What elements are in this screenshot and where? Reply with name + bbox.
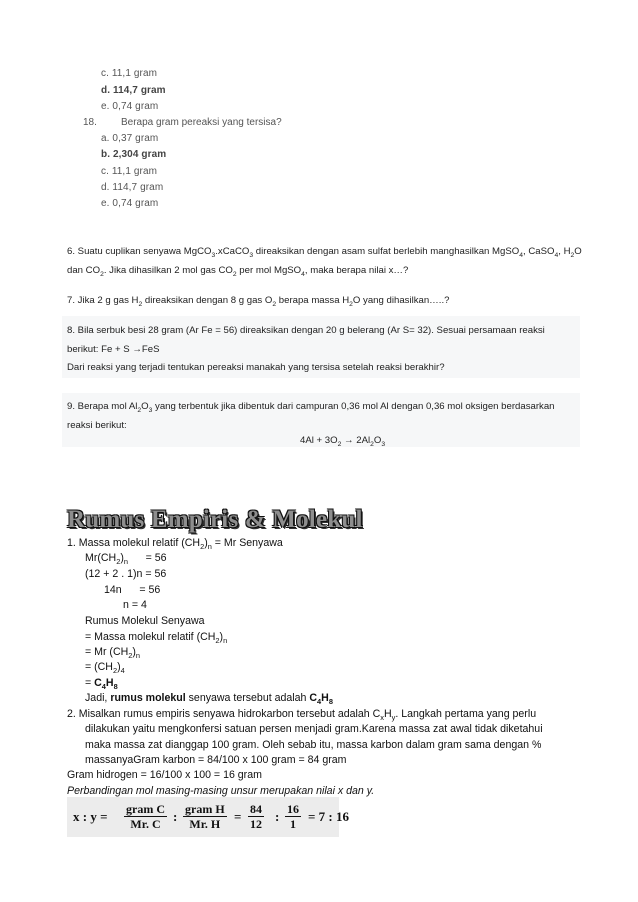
empiris-line-7: = Massa molekul relatif $(CH_2)_n$ — [85, 631, 228, 646]
problem-8-line-2: berikut: Fe + S →FeS — [67, 344, 160, 355]
empiris-s2-line-1: 2. Misalkan rumus empiris senyawa hidrokarbon tersebut adalah $C_xH_y$. Langkah pertama yang perlu — [67, 708, 537, 723]
formula-fraction-gram-c: gram C Mr. C — [126, 802, 165, 831]
empiris-s2-line-5: Gram hidrogen = 16/100 x 100 = 16 gram — [67, 769, 262, 781]
q18-option-e: e. 0,74 gram — [101, 198, 159, 209]
problem-6-line-2: dan $CO_2$. Jika dihasilkan 2 mol gas $CO_2$ per mol MgSO$_4$, maka berapa nilai x…? — [67, 265, 409, 278]
q18-option-d: d. 114,7 gram — [101, 182, 164, 193]
empiris-line-4: 14n = 56 — [104, 584, 161, 596]
q18-option-c: c. 11,1 gram — [101, 166, 158, 177]
problem-8-line-1: 8. Bila serbuk besi 28 gram (Ar Fe = 56) direaksikan dengan 20 g belerang (Ar S= 32). Sesuai persamaan reaksi — [67, 325, 545, 336]
q18-option-b: b. 2,304 gram — [101, 149, 167, 160]
q18-option-a: a. 0,37 gram — [101, 133, 159, 144]
problem-6-line-1: 6. Suatu cuplikan senyawa MgCO$_3$.xCaCO$_3$ direaksikan dengan asam sulfat berlebih manghasilkan MgSO$_4$, CaSO$_4$, $H_2O$ — [67, 246, 582, 259]
empiris-line-1: 1. Massa molekul relatif $(CH_2)_n = Mr$ Senyawa — [67, 537, 283, 552]
empiris-line-5: n = 4 — [123, 599, 147, 611]
q17-option-e: e. 0,74 gram — [101, 101, 159, 112]
problem-9-equation: $4Al + 3O_2 \to 2Al_2O_3$ — [300, 435, 386, 448]
empiris-s2-line-4: massanyaGram karbon = 84/100 x 100 gram = 84 gram — [85, 754, 347, 766]
formula-rhs: = 7 : 16 — [308, 809, 349, 824]
section-heading: Rumus Empiris & Molekul — [67, 506, 363, 533]
problem-8-line-3: Dari reaksi yang terjadi tentukan pereaksi manakah yang tersisa setelah reaksi berakhir? — [67, 362, 445, 373]
empiris-line-8: = Mr $(CH_2)_n$ — [85, 646, 141, 661]
empiris-line-9: = $(CH_2)_4$ — [85, 661, 125, 676]
empiris-line-3: (12 + 2 . 1)n = 56 — [85, 568, 167, 580]
empiris-s2-line-3: maka massa zat dianggap 100 gram. Oleh sebab itu, massa karbon dalam gram sama dengan % — [85, 739, 542, 751]
problem-7: 7. Jika 2 g gas $H_2$ direaksikan dengan 8 g gas $O_2$ berapa massa $H_2O$ yang dihasilkan…..? — [67, 295, 450, 308]
formula-fraction-16-1: $\frac{16}{1}$ — [287, 802, 299, 831]
empiris-s2-line-2: dilakukan yaitu mengkonfersi satuan persen menjadi gram.Karena massa zat awal tidak diketahui — [85, 723, 543, 735]
formula-colon-2: : — [275, 809, 280, 824]
formula-lhs: x : y = — [73, 809, 108, 824]
formula-fraction-gram-h: gram H Mr. H — [185, 802, 225, 831]
empiris-line-2: $Mr(CH_2)_n$ = 56 — [85, 552, 167, 567]
problem-9-line-2: reaksi berikut: — [67, 420, 127, 431]
formula-colon-1: : — [173, 809, 178, 824]
q17-option-d: d. 114,7 gram — [101, 85, 166, 96]
formula-equals: = — [234, 809, 242, 824]
q17-option-c: c. 11,1 gram — [101, 68, 158, 79]
mole-ratio-formula — [67, 797, 349, 837]
empiris-line-11: Jadi, rumus molekul senyawa tersebut adalah $C_4H_8$ — [85, 692, 333, 707]
formula-fraction-84-12: $\frac{84}{12}$ — [250, 802, 262, 831]
q18-number: 18. — [83, 117, 97, 128]
problem-9-line-1: 9. Berapa mol $Al_2O_3$ yang terbentuk jika dibentuk dari campuran 0,36 mol Al dengan 0,36 mol oksigen berdasarkan — [67, 401, 555, 414]
empiris-line-10: = $C_4H_8$ — [85, 677, 118, 692]
q18-text: Berapa gram pereaksi yang tersisa? — [121, 117, 282, 128]
empiris-line-6: Rumus Molekul Senyawa — [85, 615, 205, 627]
empiris-s2-line-6: Perbandingan mol masing-masing unsur merupakan nilai x dan y. — [67, 785, 375, 797]
